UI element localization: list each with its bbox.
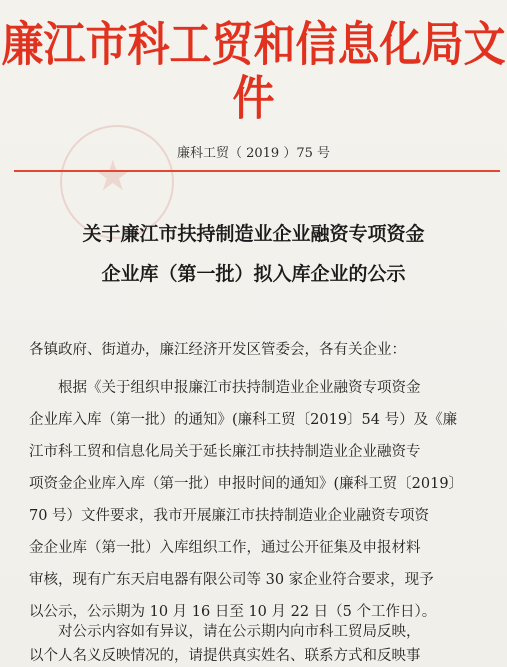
salutation: 各镇政府、街道办，廉江经济开发区管委会，各有关企业：: [29, 342, 406, 358]
body-line: 项资金企业库入库（第一批）申报时间的通知》(廉科工贸〔2019〕: [29, 476, 464, 492]
body-line: 70 号）文件要求，我市开展廉江市扶持制造业企业融资专项资: [29, 508, 430, 524]
notice-title-line-2: 企业库（第一批）拟入库企业的公示: [101, 263, 406, 285]
document-number: 廉科工贸（ 2019 ）75 号: [176, 146, 331, 161]
red-divider-line: [14, 170, 500, 172]
body-line: 企业库入库（第一批）的通知》(廉科工贸〔2019〕54 号）及《廉: [29, 412, 458, 428]
body-line: 江市科工贸和信息化局关于延长廉江市扶持制造业企业融资专: [29, 444, 421, 460]
body-line: 以个人名义反映情况的，请提供真实姓名、联系方式和反映事: [29, 648, 421, 664]
body-line: 审核，现有广东天启电器有限公司等 30 家企业符合要求，现予: [29, 572, 434, 588]
body-line: 金企业库（第一批）入库组织工作，通过公开征集及申报材料: [29, 540, 421, 556]
body-line: 以公示，公示期为 10 月 16 日至 10 月 22 日（5 个工作日）。: [29, 604, 437, 620]
body-line: 对公示内容如有异议，请在公示期内向市科工贸局反映，: [58, 624, 421, 640]
seal-star-icon: ★: [94, 151, 132, 200]
document-header-title: 廉江市科工贸和信息化局文件: [1, 16, 506, 126]
body-line: 根据《关于组织申报廉江市扶持制造业企业融资专项资金: [58, 380, 421, 396]
notice-title-line-1: 关于廉江市扶持制造业企业融资专项资金: [82, 223, 425, 245]
